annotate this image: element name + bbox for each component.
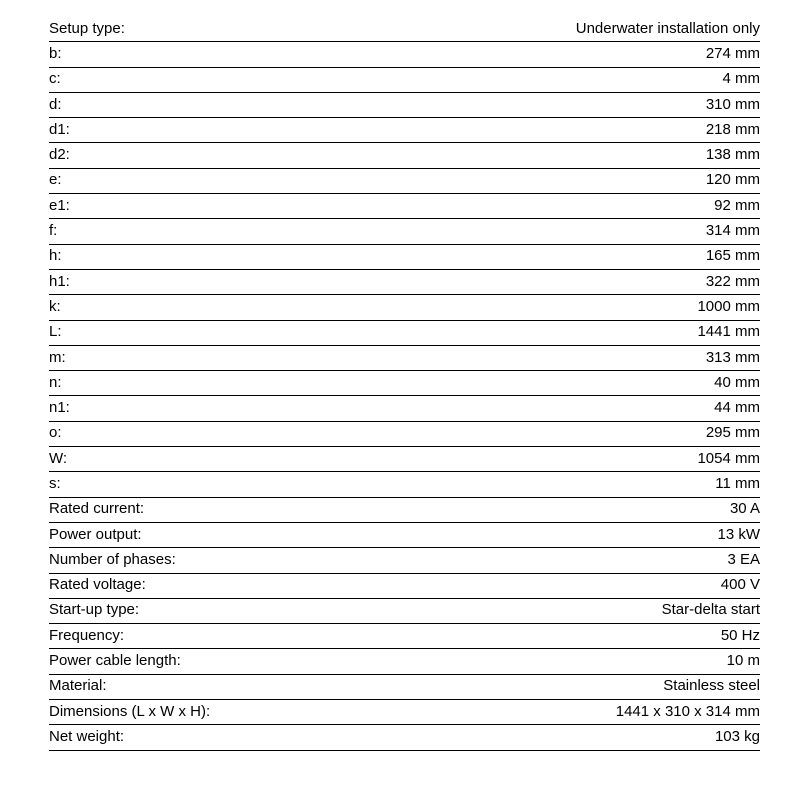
spec-table [49,17,760,751]
spec-row [49,725,760,750]
spec-label: f: [49,222,58,240]
spec-value: 4 mm [722,70,760,88]
spec-row [49,143,760,168]
spec-row [49,270,760,295]
spec-row [49,17,760,42]
spec-value: 44 mm [714,399,760,417]
spec-label: d1: [49,120,70,138]
spec-label: Rated current: [49,500,145,518]
spec-row [49,447,760,472]
spec-row [49,245,760,270]
spec-value: 30 A [729,500,760,518]
spec-label: h: [49,247,62,265]
spec-label: o: [49,424,62,442]
spec-row [49,93,760,118]
spec-row [49,548,760,573]
spec-row [49,346,760,371]
spec-label: L: [49,323,62,341]
spec-row [49,472,760,497]
spec-value: 50 Hz [720,626,760,644]
spec-value: 92 mm [714,196,760,214]
spec-label: d2: [49,146,70,164]
spec-label: m: [49,348,66,366]
spec-row [49,624,760,649]
spec-row [49,42,760,67]
spec-value: 11 mm [715,474,760,492]
spec-row [49,371,760,396]
spec-value: 1441 mm [697,323,760,341]
spec-row [49,700,760,725]
spec-value: Underwater installation only [575,19,760,37]
spec-label: c: [49,70,61,88]
spec-row [49,675,760,700]
spec-value: 10 m [726,652,760,670]
spec-value: 1054 mm [697,449,760,467]
spec-value: 3 EA [727,550,760,568]
spec-label: Dimensions (L x W x H): [49,702,211,720]
spec-row [49,68,760,93]
spec-value: 322 mm [705,272,760,290]
spec-row [49,523,760,548]
spec-label: Frequency: [49,626,125,644]
spec-value: 13 kW [717,525,760,543]
spec-value: 120 mm [705,171,760,189]
spec-value: 138 mm [705,146,760,164]
spec-label: W: [49,449,68,467]
spec-label: k: [49,297,61,315]
spec-row [49,118,760,143]
spec-row [49,574,760,599]
spec-label: e: [49,171,62,189]
spec-value: 314 mm [705,222,760,240]
spec-label: e1: [49,196,70,214]
spec-value: 313 mm [705,348,760,366]
spec-row [49,194,760,219]
spec-label: Start-up type: [49,601,140,619]
spec-value: 1000 mm [697,297,760,315]
spec-row [49,219,760,244]
spec-value: 218 mm [705,120,760,138]
spec-row [49,599,760,624]
spec-label: Rated voltage: [49,576,146,594]
spec-row [49,169,760,194]
spec-row [49,422,760,447]
spec-label: Power cable length: [49,652,181,670]
spec-value: 165 mm [705,247,760,265]
spec-row [49,396,760,421]
spec-row [49,649,760,674]
spec-label: Setup type: [49,19,125,37]
spec-row [49,295,760,320]
spec-label: Power output: [49,525,142,543]
spec-value: Stainless steel [663,677,760,695]
spec-value: 295 mm [705,424,760,442]
spec-value: 1441 x 310 x 314 mm [615,702,760,720]
spec-value: 40 mm [714,373,760,391]
spec-row [49,498,760,523]
spec-label: h1: [49,272,70,290]
spec-label: b: [49,44,62,62]
spec-value: 103 kg [714,727,760,745]
spec-value: Star-delta start [661,601,760,619]
spec-label: Number of phases: [49,550,176,568]
spec-label: n1: [49,399,70,417]
spec-value: 274 mm [705,44,760,62]
spec-label: n: [49,373,62,391]
spec-value: 400 V [720,576,760,594]
spec-row [49,321,760,346]
spec-label: d: [49,95,62,113]
spec-label: s: [49,474,61,492]
spec-value: 310 mm [705,95,760,113]
spec-label: Material: [49,677,107,695]
spec-label: Net weight: [49,727,125,745]
